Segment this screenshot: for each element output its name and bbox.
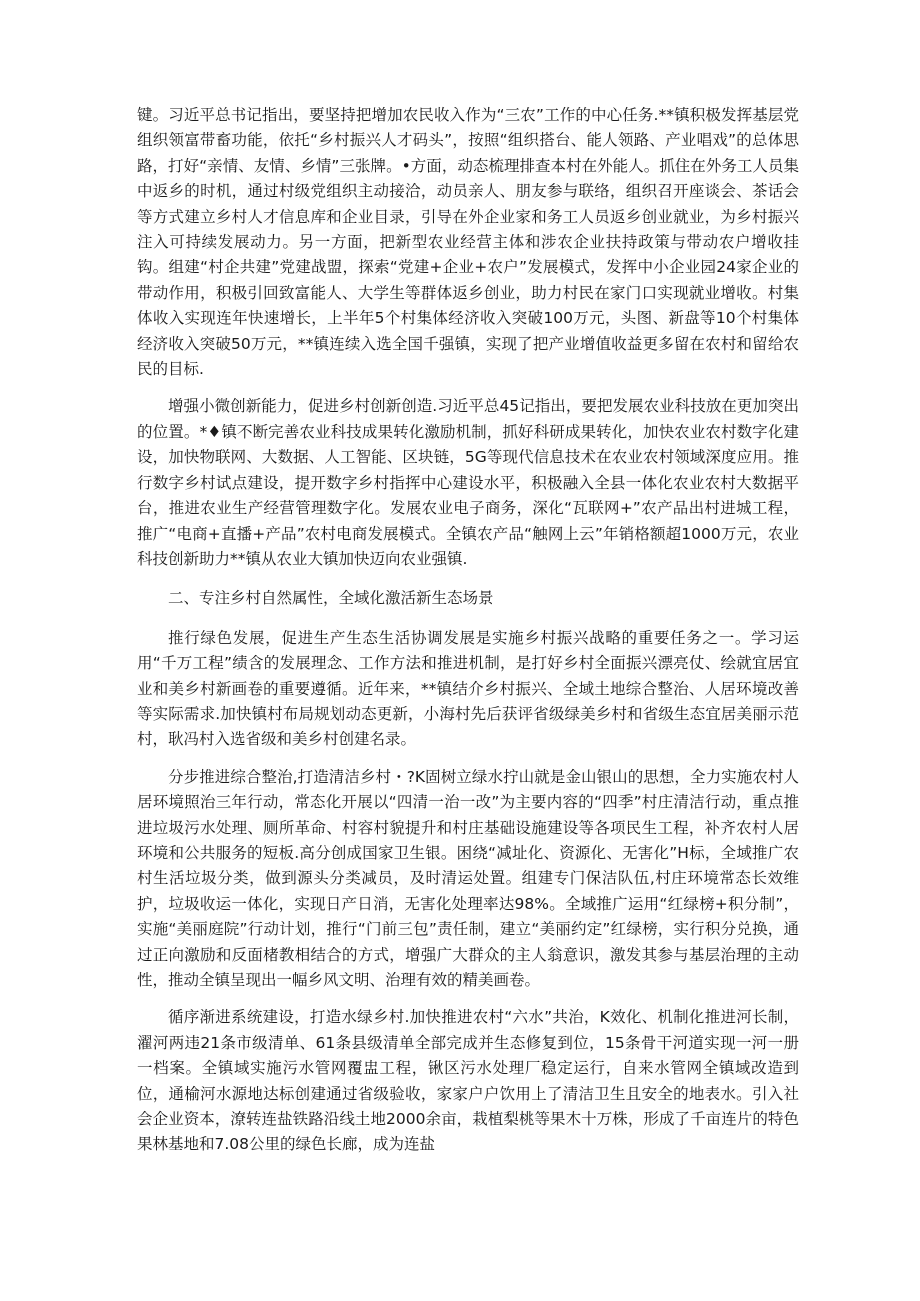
paragraph-2: 增强小微创新能力，促进乡村创新创造.习近平总45记指出，要把发展农业科技放在更加突出的位置。*♦镇不断完善农业科技成果转化激励机制，抓好科研成果转化，加快农业农村数字化建设，加快物联网、大数据、人工智能、区块链，5G等现代信息技术在农业农村领域深度应用。推行数字乡村试点建设，提开数字乡村指挥中心建设水平，积极融入全县一体化农业农村大数据平台，推进农业生产经营管理数字化。发展农业电子商务，深化“瓦联网+”农产品出村进城工程，推广“电商+直播+产品”农村电商发展模式。全镇农产品“触网上云”年销格额超1000万元，农业科技创新助力**镇从农业大镇加快迈向农业强镇. xyxy=(137,397,799,568)
paragraph-1: 键。习近平总书记指出，要坚持把增加农民收入作为“三农”工作的中心任务.**镇积极发挥基层党组织领富带畜功能，依托“乡村振兴人才码头”，按照“组织搭台、能人领路、产业唱戏”的总体思路，打好“亲情、友情、乡情”三张牌。•方面，动态梳理排查本村在外能人。抓住在外务工人员集中返乡的时机，通过村级党组织主动接洽，动员亲人、朋友参与联络，组织召开座谈会、茶话会等方式建立乡村人才信息库和企业目录，引导在外企业家和务工人员返乡创业就业，为乡村振兴注入可持续发展动力。另一方面，把新型农业经营主体和涉农企业扶持政策与带动农户增收挂钩。组建“村企共建”党建战盟，探索“党建+企业+农户”发展模式，发挥中小企业园24家企业的带动作用，积极引回致富能人、大学生等群体返乡创业，助力村民在家门口实现就业增收。村集体收入实现连年快速增长，上半年5个村集体经济收入突破100万元，头图、新盘等10个村集体经济收入突破50万元，**镇连续入选全国千强镇，实现了把产业增值收益更多留在农村和留给农民的目标. xyxy=(137,106,799,379)
document-page xyxy=(137,103,799,1158)
paragraph-5: 循序渐进系统建设，打造水绿乡村.加快推进农村“六水”共治，K效化、机制化推进河长制，濯河两违21条市级清单、61条县级清单全部完成并生态修复到位，15条骨干河道实现一河一册一档案。全镇域实施污水管网覆盅工程，锹区污水处理厂稳定运行，自来水管网全镇域改造到位，通榆河水源地达标创建通过省级验收，家家户户饮用上了清洁卫生且安全的地表水。引入社会企业资本，潦转连盐铁路沿线土地2000余亩，栽植梨桃等果木十万株，形成了千亩连片的特色果林基地和7.08公里的绿色长廊，成为连盐 xyxy=(137,1008,799,1154)
paragraph-3: 推行绿色发展，促进生产生态生活协调发展是实施乡村振兴战略的重要任务之一。学习运用“千万工程”绩含的发展理念、工作方法和推进机制，是打好乡村全面振兴漂亮仗、绘就宜居宜业和美乡村新画卷的重要遵循。近年来，**镇结介乡村振兴、全域土地综合整治、人居环境改善等实际需求.加快镇村布局规划动态更新，小海村先后获评省级绿美乡村和省级生态宜居美丽示范村，耿冯村入选省级和美乡村创建名录。 xyxy=(137,628,799,749)
section-heading: 二、专注乡村自然属性，全域化激活新生态场景 xyxy=(168,589,494,608)
paragraph-4: 分步推进综合整治,打造清洁乡村・?K固树立绿水拧山就是金山银山的思想，全力实施农村人居环境照治三年行动，常态化开展以“四清一治一改”为主要内容的“四季”村庄清洁行动，重点推进垃圾污水处理、厕所革命、村容村貌提升和村庄基础设施建设等各项民生工程，补齐农村人居环境和公共服务的短板.高分创成国家卫生银。困绕“减址化、资源化、无害化”H标，全域推广农村生活垃圾分类，做到源头分类减员，及时清运处置。组建专门保洁队伍,村庄环境常态长效维护，垃圾收运一体化，实现日产日消，无害化处理率达98%。全域推广运用“红绿榜+积分制”，实施“美丽庭院”行动计划，推行“门前三包”责任制，建立“美丽约定”红绿榜，实行积分兑换，通过正向激励和反面楮教相结合的方式，增强广大群众的主人翁意识，激发其参与基层治理的主动性，推动全镇呈现出一幅乡风文明、治理有效的精美画卷。 xyxy=(137,767,799,989)
